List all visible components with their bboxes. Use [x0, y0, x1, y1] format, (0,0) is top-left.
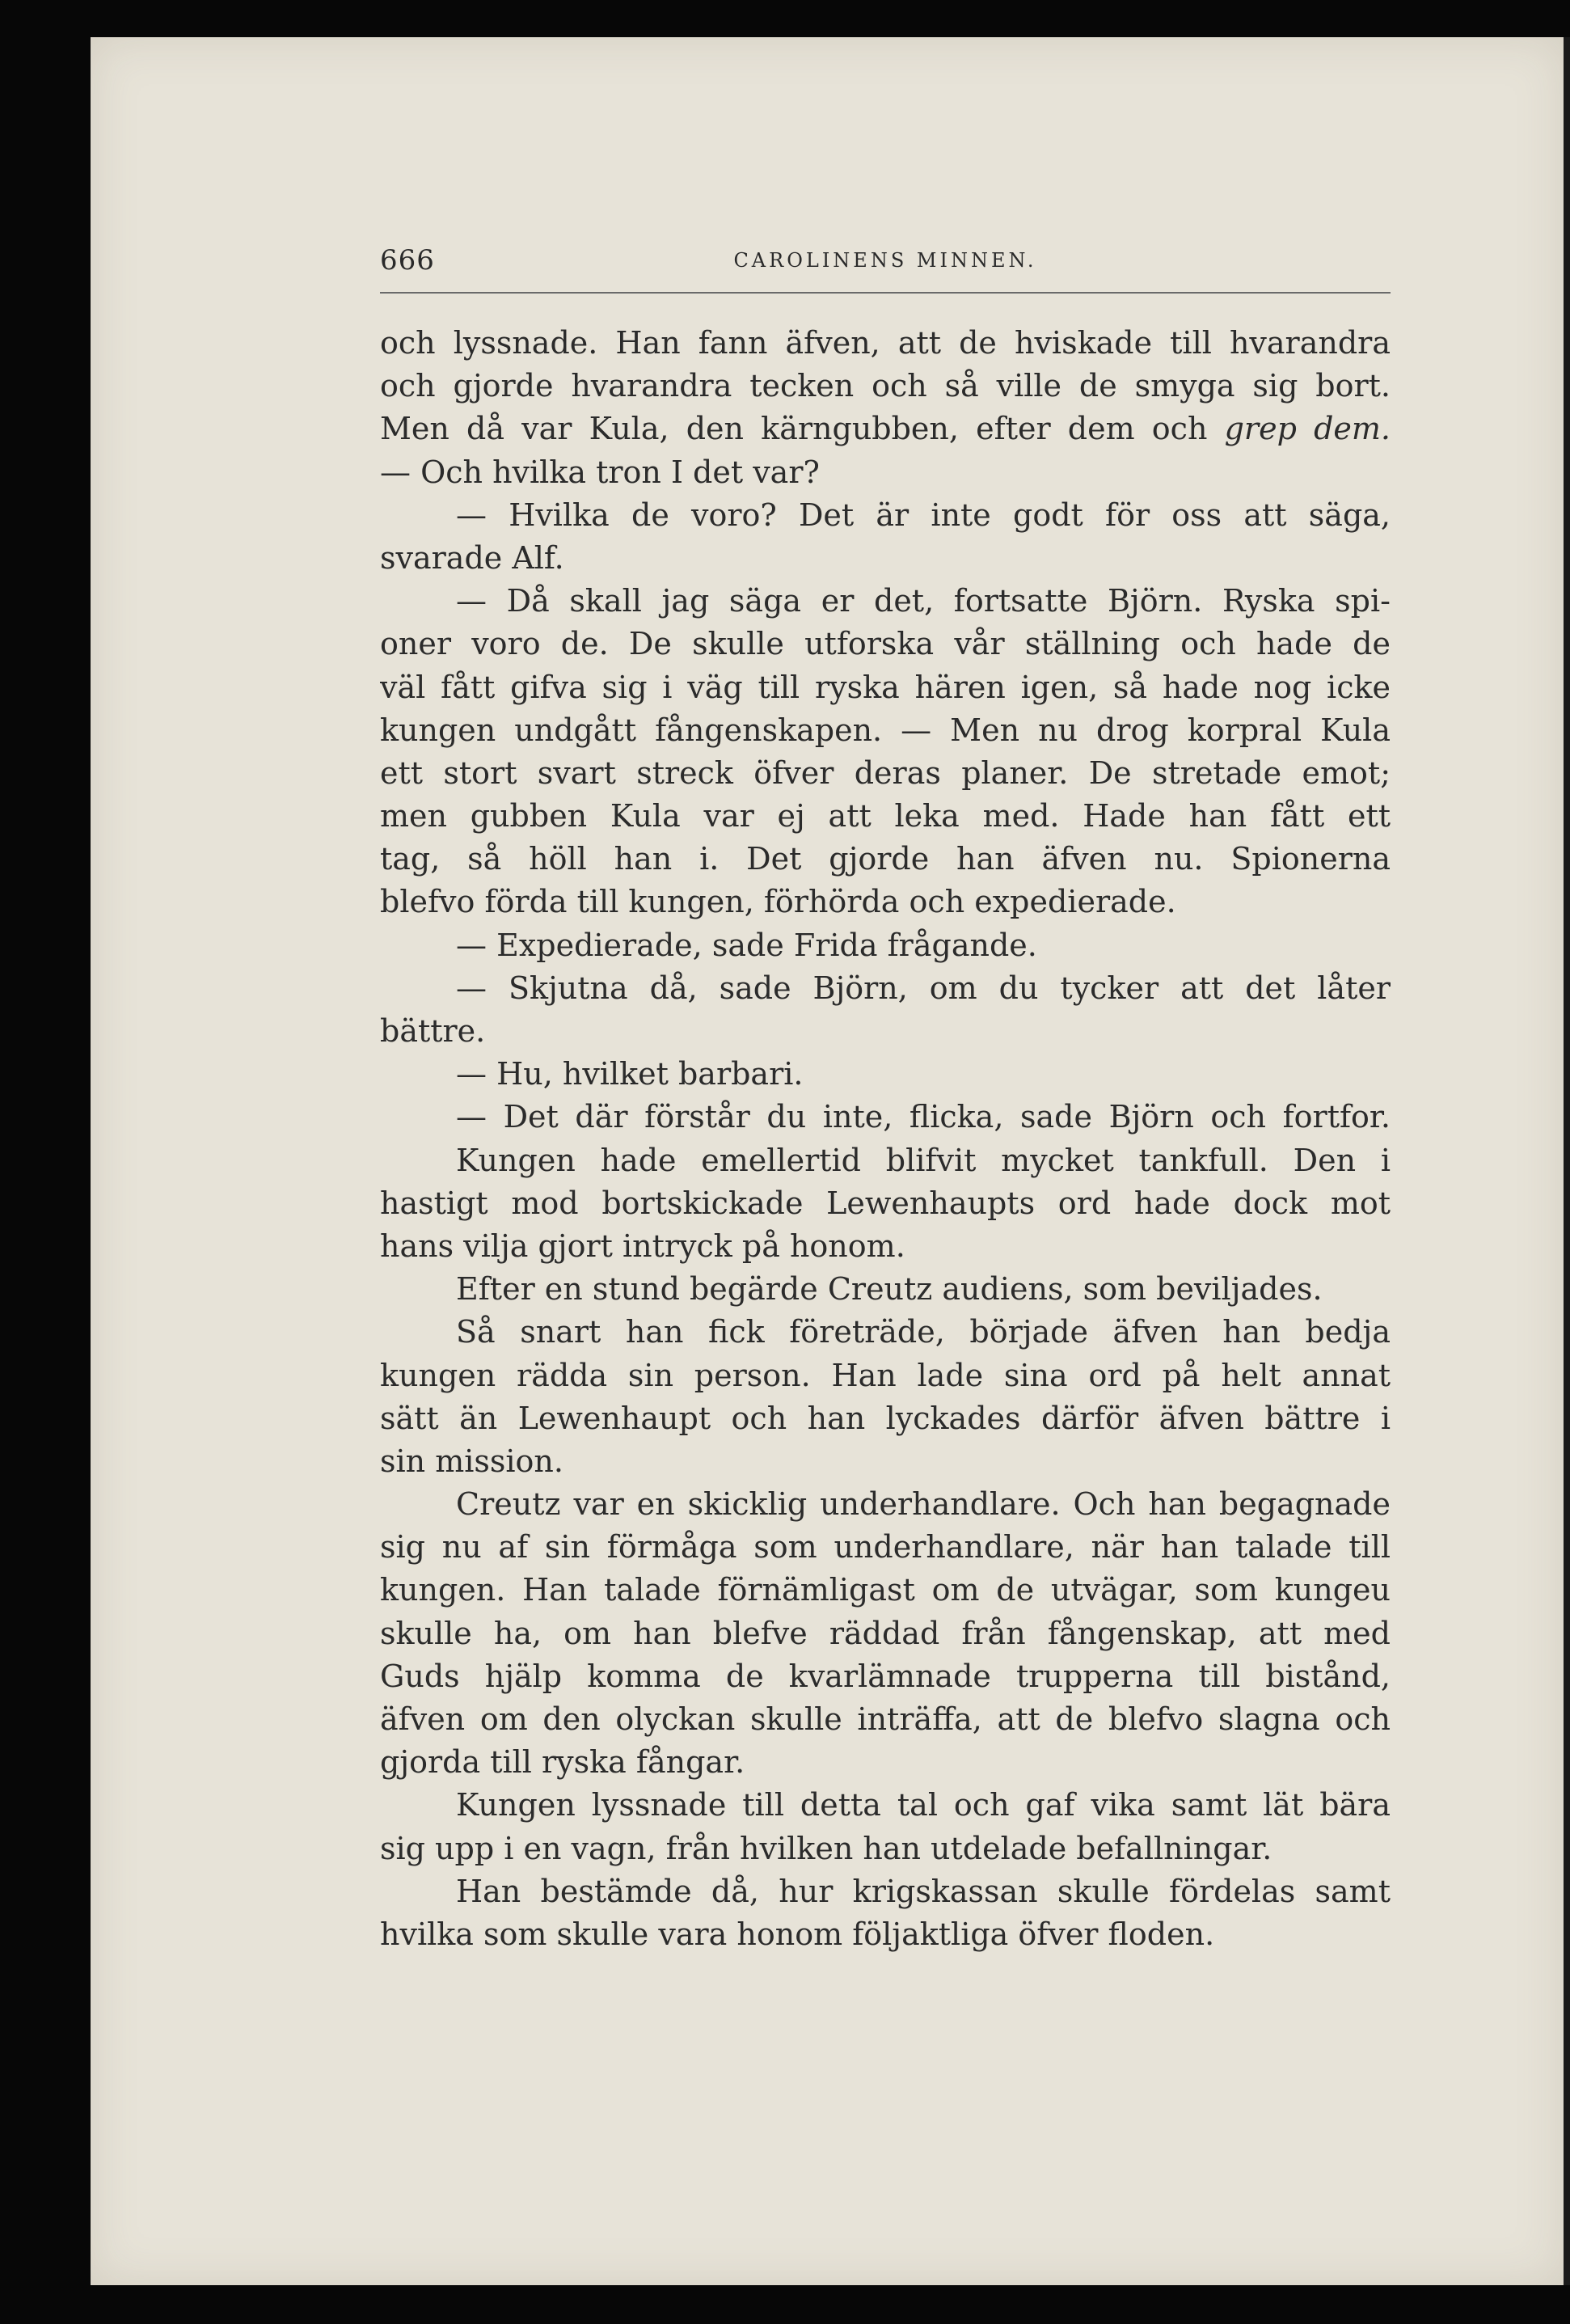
- text-line-content: väl fått gifva sig i väg till ryska hären igen, så hade nog icke: [380, 669, 1391, 705]
- text-line-content: — Skjutna då, sade Björn, om du tycker att det låter: [456, 970, 1391, 1006]
- text-line-content: tag, så höll han i. Det gjorde han äfven nu. Spionerna: [380, 841, 1391, 877]
- text-line: [380, 1010, 1391, 1053]
- page-edge: [1564, 37, 1570, 2285]
- text-line-content: Så snart han fick företräde, började äfven han bedja: [456, 1314, 1391, 1350]
- text-line-content: hastigt mod bortskickade Lewenhaupts ord hade dock mot: [380, 1185, 1391, 1221]
- text-line: [380, 1913, 1391, 1956]
- text-line: [380, 1096, 1391, 1139]
- text-line-content: Kungen lyssnade till detta tal och gaf vika samt lät bära: [456, 1787, 1391, 1823]
- text-line: [380, 623, 1391, 666]
- text-line: [380, 1784, 1391, 1827]
- text-line-content: kungen. Han talade förnämligast om de utvägar, som kungeu: [380, 1572, 1391, 1608]
- text-line: [380, 1698, 1391, 1741]
- text-line-content: sig nu af sin förmåga som underhandlare, när han talade till: [380, 1529, 1391, 1566]
- text-line-content: — Det där förstår du inte, flicka, sade Björn och fortfor.: [456, 1099, 1391, 1135]
- text-line-content: sätt än Lewenhaupt och han lyckades därför äfven bättre i: [380, 1400, 1391, 1436]
- text-line: [380, 537, 1391, 580]
- text-line: [380, 1139, 1391, 1182]
- page-header: [380, 244, 1391, 277]
- text-line: [380, 1655, 1391, 1698]
- body-text: [380, 322, 1391, 1956]
- text-line-content: äfven om den olyckan skulle inträffa, att de blefvo slagna och: [380, 1701, 1391, 1737]
- text-line: [380, 1182, 1391, 1225]
- text-line: [380, 1612, 1391, 1655]
- text-line: [380, 752, 1391, 795]
- text-line-content: — Expedierade, sade Frida frågande.: [456, 927, 1037, 963]
- text-line: [380, 666, 1391, 709]
- text-line: [380, 838, 1391, 881]
- text-line-content: sin mission.: [380, 1443, 563, 1479]
- text-line-content: och gjorde hvarandra tecken och så ville de smyga sig bort.: [380, 368, 1391, 404]
- text-line: [380, 709, 1391, 752]
- text-line-content: ett stort svart streck öfver deras planer. De stretade emot;: [380, 754, 1391, 791]
- text-line: [380, 967, 1391, 1010]
- text-line-content: — Då skall jag säga er det, fortsatte Björn. Ryska spi-: [456, 583, 1391, 619]
- text-line: [380, 494, 1391, 537]
- text-line: [380, 1870, 1391, 1913]
- text-line-content: Creutz var en skicklig underhandlare. Och han begagnade: [456, 1486, 1391, 1523]
- text-line-content: hans vilja gjort intryck på honom.: [380, 1227, 905, 1264]
- text-line-content: Efter en stund begärde Creutz audiens, som beviljades.: [456, 1271, 1323, 1308]
- text-line-content: bättre.: [380, 1013, 486, 1049]
- header-rule: [380, 292, 1391, 294]
- text-line: [380, 1268, 1391, 1311]
- text-line: [380, 1569, 1391, 1612]
- text-line: [380, 795, 1391, 838]
- text-line: [380, 1354, 1391, 1397]
- text-line: [380, 408, 1391, 450]
- text-line-content: Guds hjälp komma de kvarlämnade trupperna till bistånd,: [380, 1658, 1391, 1694]
- text-line: [380, 1741, 1391, 1784]
- text-line: [380, 1483, 1391, 1526]
- text-line-content: kungen undgått fångenskapen. — Men nu drog korpral Kula: [380, 712, 1391, 748]
- text-line: [380, 451, 1391, 494]
- text-line: [380, 580, 1391, 623]
- text-line-content: oner voro de. De skulle utforska vår ställning och hade de: [380, 626, 1391, 662]
- text-line-italic: grep dem.: [1224, 411, 1391, 447]
- running-head: CAROLINENS MINNEN.: [733, 249, 1037, 272]
- text-line-content: — Hu, hvilket barbari.: [456, 1056, 804, 1092]
- text-line: [380, 881, 1391, 923]
- text-line-content: — Och hvilka tron I det var?: [380, 454, 820, 490]
- text-line-content: Kungen hade emellertid blifvit mycket tankfull. Den i: [456, 1142, 1391, 1178]
- text-line: [380, 1225, 1391, 1268]
- text-line: [380, 1311, 1391, 1354]
- text-line: [380, 1828, 1391, 1870]
- text-line-content: sig upp i en vagn, från hvilken han utdelade befallningar.: [380, 1830, 1272, 1866]
- text-line: [380, 1053, 1391, 1096]
- text-line-content: men gubben Kula var ej att leka med. Hade han fått ett: [380, 798, 1391, 835]
- text-line-content: och lyssnade. Han fann äfven, att de hviskade till hvarandra: [380, 325, 1391, 361]
- text-line-content: — Hvilka de voro? Det är inte godt för oss att säga,: [456, 496, 1391, 533]
- text-line-content: svarade Alf.: [380, 539, 564, 576]
- page-number: 666: [380, 244, 435, 277]
- text-line: [380, 924, 1391, 967]
- text-line-content: hvilka som skulle vara honom följaktliga öfver floden.: [380, 1916, 1215, 1952]
- text-line: [380, 1440, 1391, 1483]
- text-line-content: kungen rädda sin person. Han lade sina ord på helt annat: [380, 1357, 1391, 1393]
- text-line-content: gjorda till ryska fångar.: [380, 1744, 745, 1781]
- text-line: [380, 1526, 1391, 1569]
- text-line-content: Men då var Kula, den kärngubben, efter dem och: [380, 411, 1225, 447]
- text-line: [380, 365, 1391, 408]
- text-line: [380, 1397, 1391, 1440]
- text-line-content: Han bestämde då, hur krigskassan skulle fördelas samt: [456, 1873, 1391, 1909]
- text-line-content: skulle ha, om han blefve räddad från fångenskap, att med: [380, 1615, 1391, 1651]
- text-line-content: blefvo förda till kungen, förhörda och expedierade.: [380, 884, 1176, 920]
- text-line: [380, 322, 1391, 365]
